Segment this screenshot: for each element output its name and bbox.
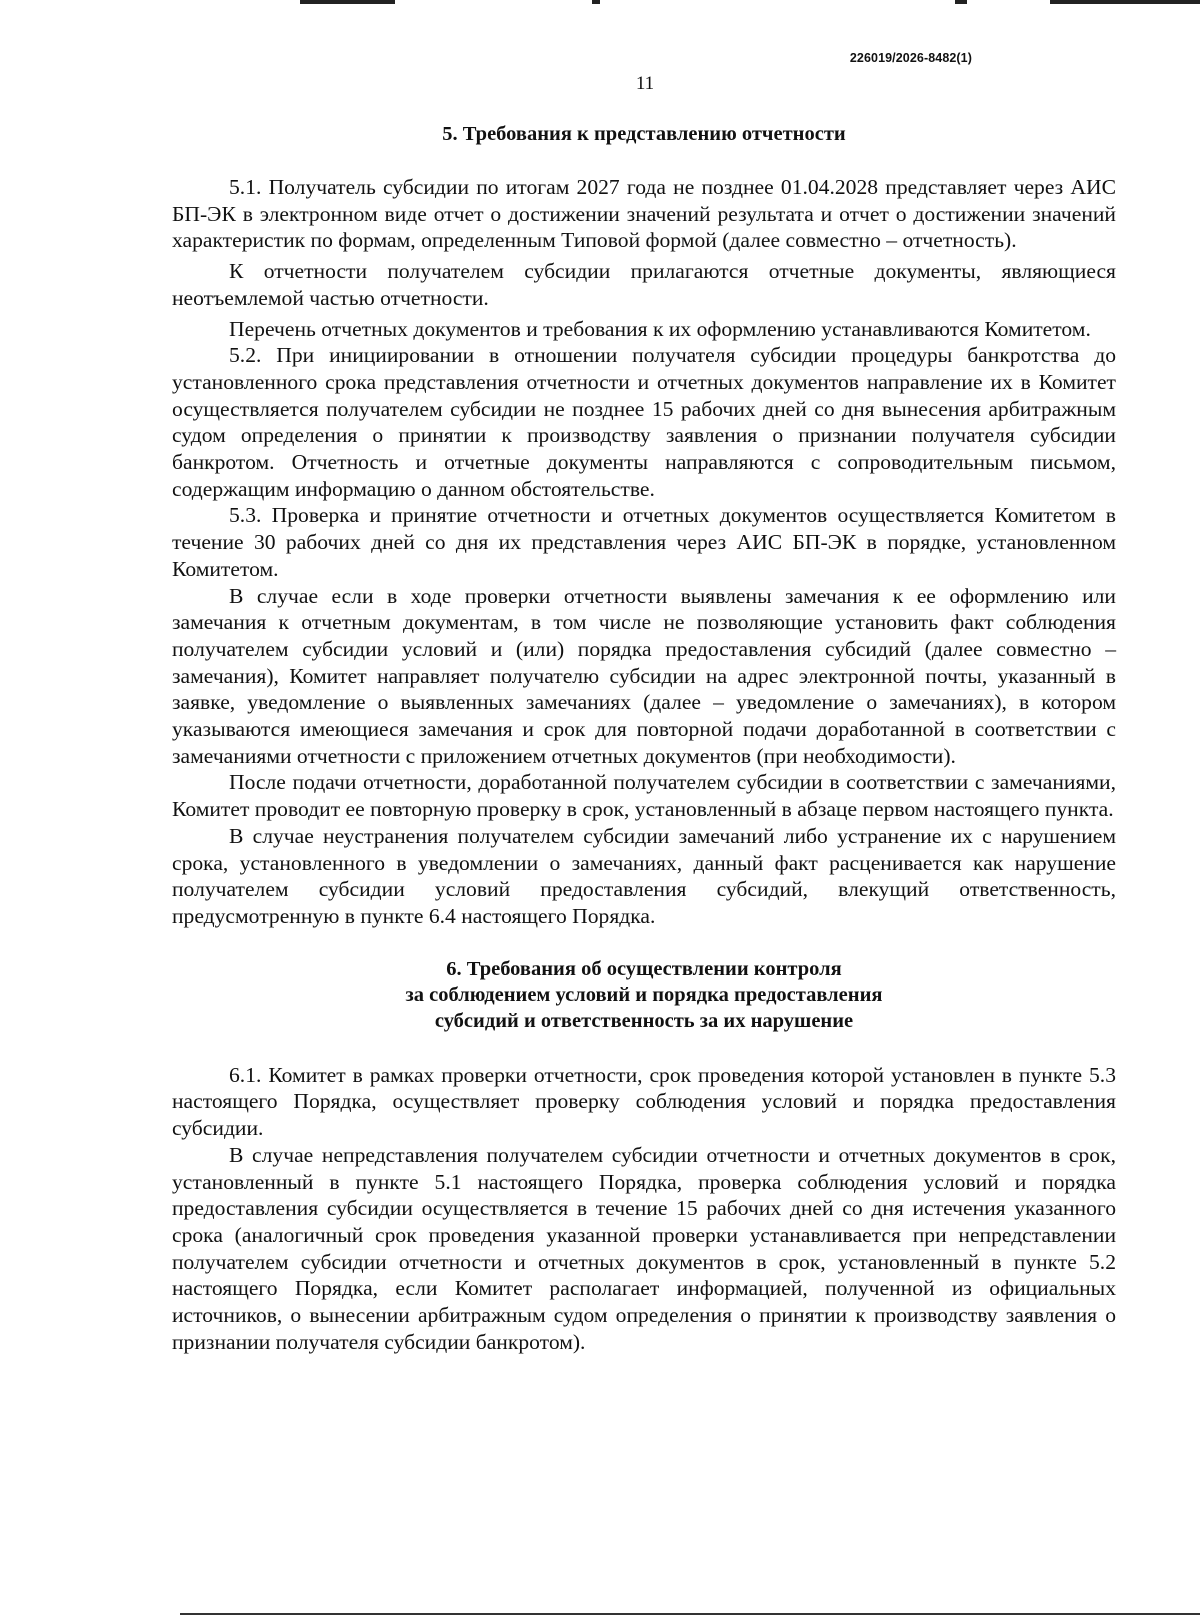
section-6-title bbox=[172, 956, 1116, 1034]
paragraph-5-1-attachments: К отчетности получателем субсидии прилагаются отчетные документы, являющиеся неотъемлемой частью отчетности. bbox=[172, 259, 1116, 310]
paragraph-5-3: 5.3. Проверка и принятие отчетности и отчетных документов осуществляется Комитетом в течение 30 рабочих дней со дня их представления через АИС БП-ЭК в порядке, установленном Комитетом. bbox=[172, 503, 1116, 581]
section-5-body bbox=[172, 174, 1116, 930]
paragraph-6-1-nonsubmission: В случае непредставления получателем субсидии отчетности и отчетных документов в срок, установленный в пункте 5.1 настоящего Порядка, проверка соблюдения условий и порядка предоставления субсидии осуществляется в течение 15 рабочих дней со дня истечения указанного срока (аналогичный срок проведения указанной проверки устанавливается при непредставлении получателем субсидии отчетности и отчетных документов в срок, установленный в пункте 5.2 настоящего Порядка, если Комитет располагает информацией, полученной из официальных источников, о вынесении арбитражным судом определения о принятии к производству заявления о признании получателя субсидии банкротом). bbox=[172, 1142, 1116, 1354]
document-id: 226019/2026-8482(1) bbox=[849, 51, 972, 65]
page-number: 11 bbox=[635, 73, 655, 94]
section-6-body bbox=[172, 1062, 1116, 1356]
scan-edge-top bbox=[0, 0, 1200, 5]
section-6-title-line: субсидий и ответственность за их нарушение bbox=[434, 1009, 854, 1032]
paragraph-5-3-remarks: В случае если в ходе проверки отчетности выявлены замечания к ее оформлению или замечания к отчетным документам, в том числе не позволяющие установить факт соблюдения получателем субсидии условий и (или) порядка предоставления субсидий (далее совместно – замечания), Комитет направляет получателю субсидии на адрес электронной почты, указанный в заявке, уведомление о выявленных замечаниях (далее – уведомление о замечаниях), в котором указываются имеющиеся замечания и срок для повторной подачи доработанной в соответствии с замечаниями отчетности с приложением отчетных документов (при необходимости). bbox=[172, 583, 1116, 768]
scan-mark bbox=[300, 0, 395, 4]
section-5-title: 5. Требования к представлению отчетности bbox=[442, 123, 846, 145]
paragraph-5-1-list: Перечень отчетных документов и требования к их оформлению устанавливаются Комитетом. bbox=[229, 316, 1091, 341]
section-6-title-line: 6. Требования об осуществлении контроля bbox=[446, 957, 842, 980]
paragraph-5-3-resubmission: После подачи отчетности, доработанной получателем субсидии в соответствии с замечаниями, Комитет проводит ее повторную проверку в срок, установленный в абзаце первом настоящего пункта. bbox=[172, 770, 1116, 822]
document-body bbox=[172, 121, 1116, 1355]
paragraph-6-1: 6.1. Комитет в рамках проверки отчетности, срок проведения которой установлен в пункте 5.3 настоящего Порядка, осуществляет проверку соблюдения условий и порядка предоставления субсидии. bbox=[172, 1062, 1116, 1141]
scan-mark bbox=[592, 0, 600, 4]
paragraph-5-2: 5.2. При инициировании в отношении получателя субсидии процедуры банкротства до установленного срока представления отчетности и отчетных документов направление их в Комитет осуществляется получателем субсидии не позднее 15 рабочих дней со дня вынесения арбитражным судом определения о принятии к производству заявления о признании получателя субсидии банкротом. Отчетность и отчетные документы направляются с сопроводительным письмом, содержащим информацию о данном обстоятельстве. bbox=[172, 343, 1116, 501]
scan-edge-bottom bbox=[180, 1613, 1200, 1615]
scan-mark bbox=[955, 0, 967, 4]
section-6-title-line: за соблюдением условий и порядка предоставления bbox=[405, 983, 883, 1006]
paragraph-5-3-violation: В случае неустранения получателем субсидии замечаний либо устранение их с нарушением срока, установленного в уведомлении о замечаниях, данный факт расценивается как нарушение получателем субсидии условий предоставления субсидий, влекущий ответственность, предусмотренную в пункте 6.4 настоящего Порядка. bbox=[172, 823, 1116, 928]
scan-mark bbox=[1050, 0, 1200, 4]
paragraph-5-1: 5.1. Получатель субсидии по итогам 2027 года не позднее 01.04.2028 представляет через АИС БП-ЭК в электронном виде отчет о достижении значений результата и отчет о достижении значений характеристик по формам, определенным Типовой формой (далее совместно – отчетность). bbox=[172, 175, 1116, 253]
